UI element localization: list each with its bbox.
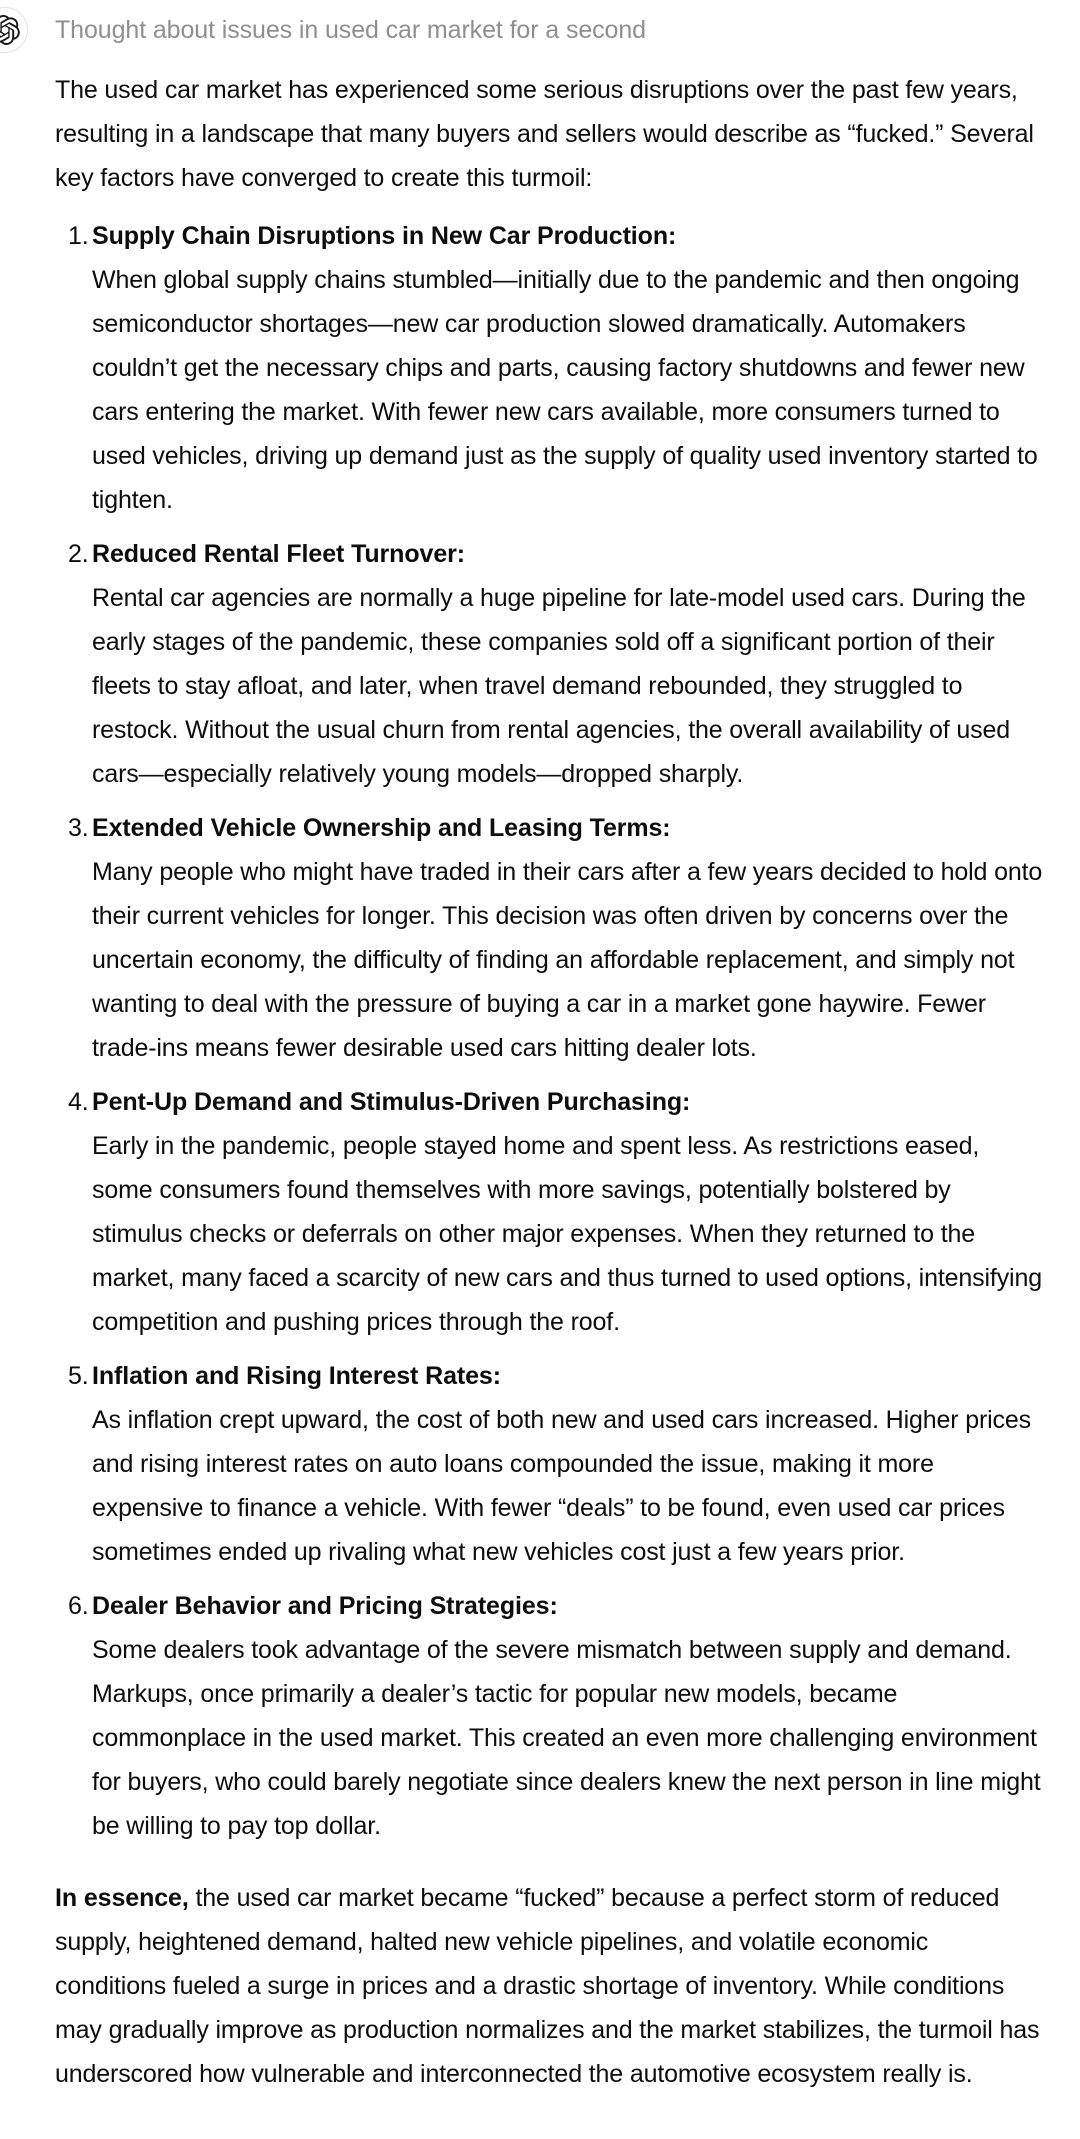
- list-item-title: Dealer Behavior and Pricing Strategies:: [92, 1592, 558, 1620]
- list-item-body: As inflation crept upward, the cost of both new and used cars increased. Higher prices and rising interest rates on auto loans compounded the issue, making it more expensive to finance a vehicle. With fewer “deals” to be found, even used car prices sometimes ended up rivaling what new vehicles cost just a few years prior.: [92, 1406, 1032, 1566]
- list-item-body: Early in the pandemic, people stayed home and spent less. As restrictions eased, some consumers found themselves with more savings, potentially bolstered by stimulus checks or deferrals on other major expenses. When they returned to the market, many faced a scarcity of new cars and thus turned to used options, intensifying competition and pushing prices through the roof.: [92, 1132, 1042, 1336]
- list-item-number: 1.: [68, 222, 89, 250]
- list-item-body: Many people who might have traded in their cars after a few years decided to hold onto their current vehicles for longer. This decision was often driven by concerns over the uncertain economy, the difficulty of finding an affordable replacement, and simply not wanting to deal with the pressure of buying a car in a market gone haywire. Fewer trade-ins means fewer desirable used cars hitting dealer lots.: [92, 858, 1043, 1062]
- list-item-body: Some dealers took advantage of the severe mismatch between supply and demand. Markups, once primarily a dealer’s tactic for popular new models, became commonplace in the used market. This created an even more challenging environment for buyers, who could barely negotiate since dealers knew the next person in line might be willing to pay top dollar.: [92, 1636, 1041, 1840]
- list-item-number: 4.: [68, 1088, 89, 1116]
- list-item: [68, 532, 1044, 796]
- assistant-message: [55, 68, 1044, 2096]
- list-item-number: 6.: [68, 1592, 89, 1620]
- conclusion-lead: In essence,: [55, 1884, 189, 1912]
- list-item: [68, 1080, 1044, 1344]
- thought-summary[interactable]: [55, 12, 1044, 48]
- conclusion-body: the used car market became “fucked” because a perfect storm of reduced supply, heightened demand, halted new vehicle pipelines, and volatile economic conditions fueled a surge in prices and a drastic shortage of inventory. While conditions may gradually improve as production normalizes and the market stabilizes, the turmoil has underscored how vulnerable and interconnected the automotive ecosystem really is.: [55, 1884, 1040, 2088]
- conclusion-paragraph: [55, 1876, 1044, 2096]
- list-item: [68, 1584, 1044, 1848]
- list-item-title: Inflation and Rising Interest Rates:: [92, 1362, 501, 1390]
- list-item-number: 5.: [68, 1362, 89, 1390]
- list-item: [68, 214, 1044, 522]
- key-factors-list: [55, 214, 1044, 1848]
- list-item-title: Extended Vehicle Ownership and Leasing Terms:: [92, 814, 671, 842]
- list-item: [68, 1354, 1044, 1574]
- list-item-body: When global supply chains stumbled—initially due to the pandemic and then ongoing semiconductor shortages—new car production slowed dramatically. Automakers couldn’t get the necessary chips and parts, causing factory shutdowns and fewer new cars entering the market. With fewer new cars available, more consumers turned to used vehicles, driving up demand just as the supply of quality used inventory started to tighten.: [92, 266, 1038, 514]
- assistant-avatar: [0, 7, 28, 53]
- list-item: [68, 806, 1044, 1070]
- list-item-body: Rental car agencies are normally a huge pipeline for late-model used cars. During the early stages of the pandemic, these companies sold off a significant portion of their fleets to stay afloat, and later, when travel demand rebounded, they struggled to restock. Without the usual churn from rental agencies, the overall availability of used cars—especially relatively young models—dropped sharply.: [92, 584, 1026, 788]
- list-item-title: Supply Chain Disruptions in New Car Production:: [92, 222, 677, 250]
- thought-summary-label: Thought about issues in used car market for a second: [55, 16, 646, 44]
- list-item-title: Pent-Up Demand and Stimulus-Driven Purchasing:: [92, 1088, 691, 1116]
- list-item-number: 2.: [68, 540, 89, 568]
- list-item-title: Reduced Rental Fleet Turnover:: [92, 540, 465, 568]
- list-item-number: 3.: [68, 814, 89, 842]
- intro-paragraph: The used car market has experienced some serious disruptions over the past few years, resulting in a landscape that many buyers and sellers would describe as “fucked.” Several key factors have converged to create this turmoil:: [55, 76, 1034, 192]
- openai-logo-icon: [0, 15, 20, 45]
